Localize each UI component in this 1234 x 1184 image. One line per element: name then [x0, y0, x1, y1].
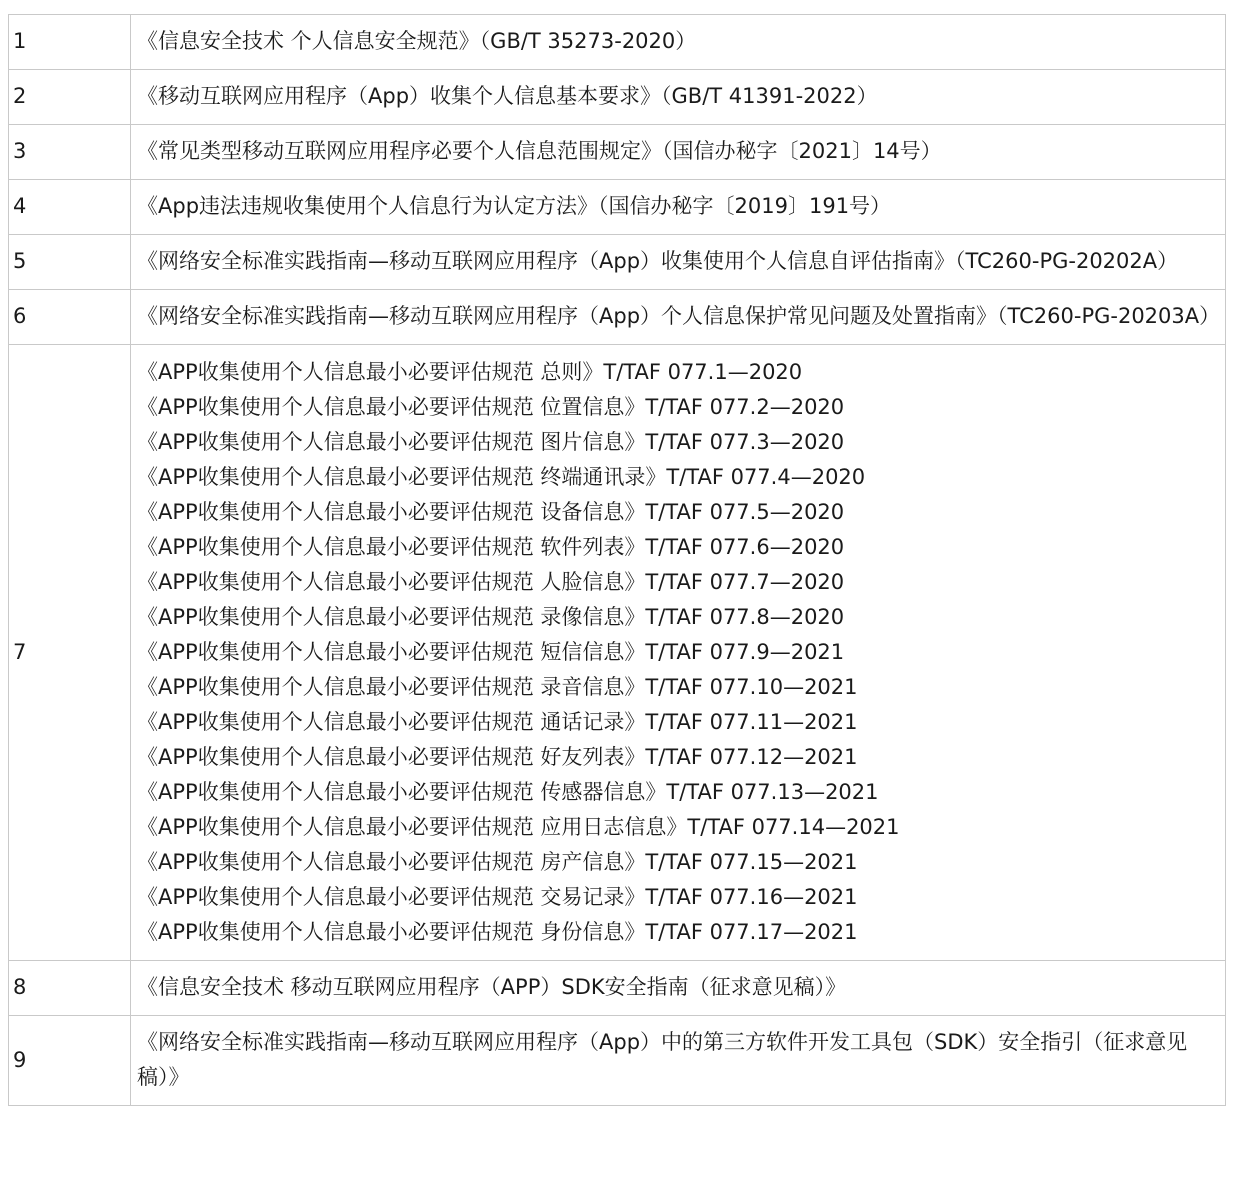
- table-row: [9, 345, 1226, 961]
- document-title-line: 《APP收集使用个人信息最小必要评估规范 总则》T/TAF 077.1—2020: [137, 360, 803, 384]
- document-title-line: 《APP收集使用个人信息最小必要评估规范 设备信息》T/TAF 077.5—2020: [137, 500, 845, 524]
- table-row: [9, 180, 1226, 235]
- document-title-line: 《APP收集使用个人信息最小必要评估规范 好友列表》T/TAF 077.12—2021: [137, 745, 858, 769]
- row-number-cell: 9: [9, 1016, 131, 1106]
- document-title-cell: [131, 290, 1226, 345]
- document-title-line: 《APP收集使用个人信息最小必要评估规范 终端通讯录》T/TAF 077.4—2020: [137, 465, 866, 489]
- document-title-cell: [131, 235, 1226, 290]
- document-title-line: 《APP收集使用个人信息最小必要评估规范 房产信息》T/TAF 077.15—2021: [137, 850, 858, 874]
- document-title: 《网络安全标准实践指南—移动互联网应用程序（App）个人信息保护常见问题及处置指南》（TC260-PG-20203A）: [137, 304, 1221, 328]
- document-title-line: 《APP收集使用个人信息最小必要评估规范 短信信息》T/TAF 077.9—2021: [137, 640, 845, 664]
- row-number-cell: 5: [9, 235, 131, 290]
- row-number-cell: 7: [9, 345, 131, 961]
- document-title-line: 《APP收集使用个人信息最小必要评估规范 人脸信息》T/TAF 077.7—2020: [137, 570, 845, 594]
- document-title-line: 《APP收集使用个人信息最小必要评估规范 图片信息》T/TAF 077.3—2020: [137, 430, 845, 454]
- table-row: [9, 961, 1226, 1016]
- document-title-cell: [131, 1016, 1226, 1106]
- document-title-line: 《APP收集使用个人信息最小必要评估规范 应用日志信息》T/TAF 077.14—2021: [137, 815, 900, 839]
- row-number-cell: 1: [9, 15, 131, 70]
- table-row: [9, 125, 1226, 180]
- standards-table: [8, 14, 1226, 1106]
- document-title-line: 《APP收集使用个人信息最小必要评估规范 录像信息》T/TAF 077.8—2020: [137, 605, 845, 629]
- row-number-cell: 3: [9, 125, 131, 180]
- document-title-line: 《APP收集使用个人信息最小必要评估规范 软件列表》T/TAF 077.6—2020: [137, 535, 845, 559]
- table-row: [9, 15, 1226, 70]
- document-title: 《App违法违规收集使用个人信息行为认定方法》（国信办秘字〔2019〕191号）: [137, 194, 892, 218]
- standards-table-container: [8, 14, 1225, 1106]
- document-title-cell: [131, 125, 1226, 180]
- document-title: 《网络安全标准实践指南—移动互联网应用程序（App）中的第三方软件开发工具包（SDK）安全指引（征求意见稿）》: [137, 1030, 1188, 1089]
- document-title: 《信息安全技术 移动互联网应用程序（APP）SDK安全指南（征求意见稿）》: [137, 975, 847, 999]
- document-title-cell: [131, 15, 1226, 70]
- document-title-cell: [131, 70, 1226, 125]
- document-title-line: 《APP收集使用个人信息最小必要评估规范 身份信息》T/TAF 077.17—2021: [137, 920, 858, 944]
- document-title-cell: [131, 345, 1226, 961]
- document-title: 《移动互联网应用程序（App）收集个人信息基本要求》（GB/T 41391-2022）: [137, 84, 878, 108]
- table-row: [9, 1016, 1226, 1106]
- table-row: [9, 235, 1226, 290]
- document-title: 《常见类型移动互联网应用程序必要个人信息范围规定》（国信办秘字〔2021〕14号）: [137, 139, 942, 163]
- row-number-cell: 2: [9, 70, 131, 125]
- document-title-line: 《APP收集使用个人信息最小必要评估规范 交易记录》T/TAF 077.16—2021: [137, 885, 858, 909]
- document-title-line: 《APP收集使用个人信息最小必要评估规范 录音信息》T/TAF 077.10—2021: [137, 675, 858, 699]
- table-body: [9, 15, 1226, 1106]
- document-title-line: 《APP收集使用个人信息最小必要评估规范 位置信息》T/TAF 077.2—2020: [137, 395, 845, 419]
- document-title-cell: [131, 180, 1226, 235]
- document-title-line: 《APP收集使用个人信息最小必要评估规范 通话记录》T/TAF 077.11—2021: [137, 710, 858, 734]
- row-number-cell: 8: [9, 961, 131, 1016]
- document-title: 《信息安全技术 个人信息安全规范》（GB/T 35273-2020）: [137, 29, 697, 53]
- row-number-cell: 4: [9, 180, 131, 235]
- table-row: [9, 290, 1226, 345]
- document-title: 《网络安全标准实践指南—移动互联网应用程序（App）收集使用个人信息自评估指南》（TC260-PG-20202A）: [137, 249, 1179, 273]
- document-title-cell: [131, 961, 1226, 1016]
- document-title-line: 《APP收集使用个人信息最小必要评估规范 传感器信息》T/TAF 077.13—2021: [137, 780, 879, 804]
- row-number-cell: 6: [9, 290, 131, 345]
- table-row: [9, 70, 1226, 125]
